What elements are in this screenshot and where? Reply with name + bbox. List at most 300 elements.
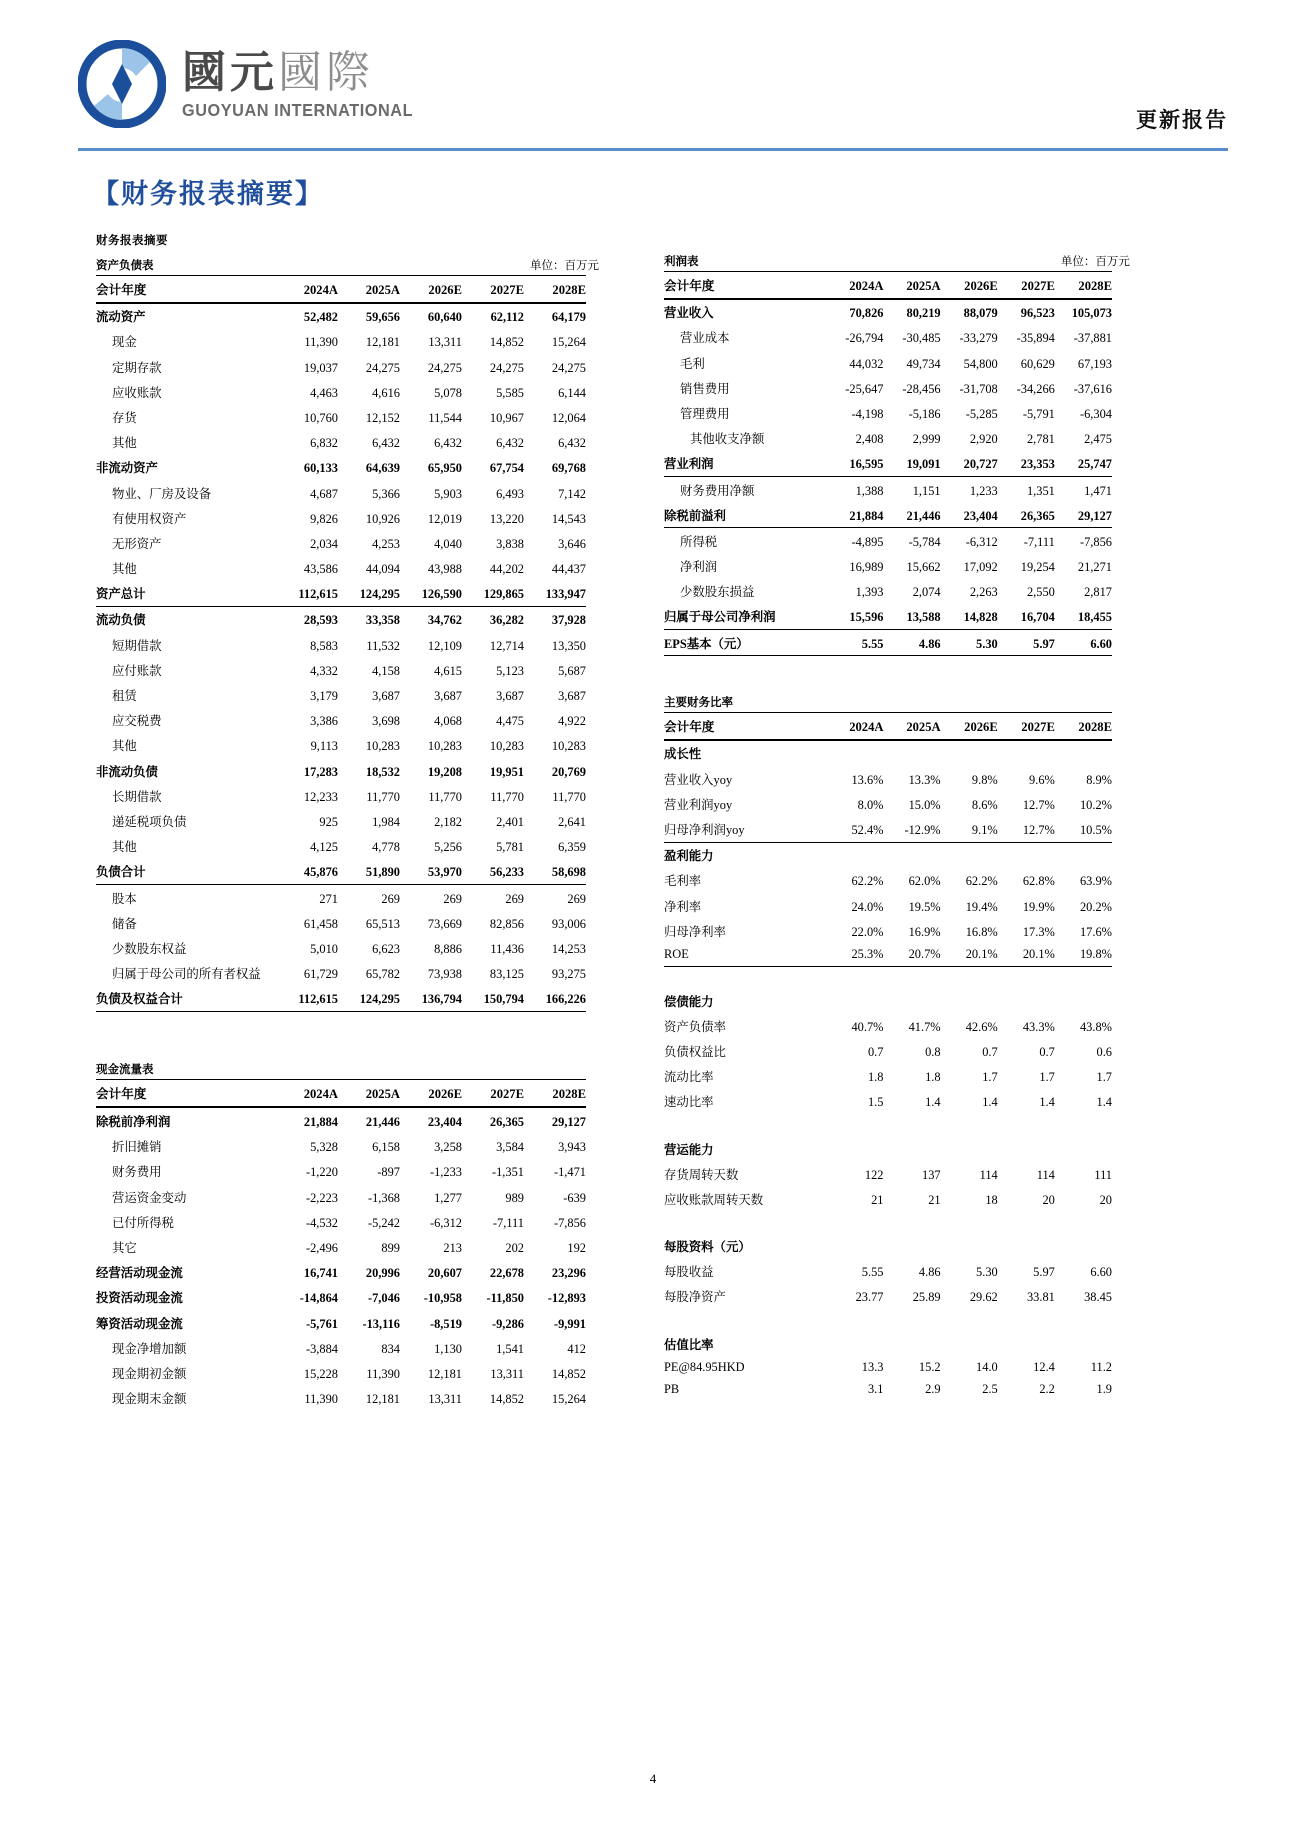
table-row — [664, 943, 1112, 966]
row-value: 80,219 — [906, 306, 941, 321]
row-value: 15,662 — [906, 560, 941, 575]
row-label: 筹资活动现金流 — [96, 1316, 183, 1331]
row-value: -12,893 — [547, 1291, 586, 1306]
row-value: 25.89 — [912, 1290, 941, 1305]
row-value: 41.7% — [908, 1019, 941, 1034]
row-value: 13,311 — [428, 335, 462, 350]
table-row — [664, 502, 1112, 528]
row-label: 净利润 — [680, 560, 718, 575]
balance-sheet-caption: 资产负债表 — [96, 253, 276, 275]
row-value: -28,456 — [902, 381, 941, 396]
row-value: -1,220 — [305, 1165, 338, 1180]
key-ratios-caption: 主要财务比率 — [664, 690, 826, 712]
row-value: 1.7 — [982, 1070, 998, 1085]
row-value: 1,351 — [1026, 483, 1055, 498]
row-value: 5,256 — [434, 840, 462, 855]
row-label: 物业、厂房及设备 — [112, 486, 212, 501]
table-row — [96, 530, 586, 555]
row-value: 271 — [319, 891, 338, 906]
table-row — [96, 632, 586, 657]
row-value: 1.4 — [1096, 1095, 1112, 1110]
row-value: 9,113 — [310, 739, 338, 754]
row-value: 82,856 — [489, 916, 524, 931]
row-value: 111 — [1094, 1167, 1112, 1182]
row-value: -37,616 — [1073, 381, 1112, 396]
row-value: 6,832 — [310, 436, 338, 451]
kr-col-2024a: 2024A — [826, 712, 883, 740]
row-value: 8.9% — [1086, 772, 1112, 787]
row-value: 24,275 — [551, 360, 586, 375]
row-value — [883, 1136, 940, 1161]
row-value: 70,826 — [849, 306, 884, 321]
row-value: -4,895 — [851, 534, 884, 549]
row-value: 1.9 — [1096, 1382, 1112, 1397]
table-row — [96, 404, 586, 429]
row-value: 3,584 — [496, 1140, 524, 1155]
cash-flow-caption-row — [96, 1058, 586, 1080]
row-value: 15,264 — [551, 1392, 586, 1407]
row-value: 13,220 — [489, 511, 524, 526]
table-row — [96, 1260, 586, 1285]
row-value: 10.5% — [1055, 816, 1112, 842]
table-row — [664, 451, 1112, 477]
row-value: 114 — [979, 1167, 998, 1182]
row-value: 13.3% — [908, 772, 941, 787]
left-column — [96, 232, 599, 1411]
table-row — [96, 783, 586, 808]
row-value: -5,784 — [908, 534, 941, 549]
report-type-label: 更新报告 — [1136, 108, 1228, 132]
row-label: 非流动负债 — [96, 764, 158, 779]
row-value: 1.8 — [925, 1070, 941, 1085]
row-value: 14,852 — [489, 1392, 524, 1407]
row-value: 11,390 — [304, 335, 338, 350]
row-value: 6,144 — [558, 385, 586, 400]
is-col-2028e: 2028E — [1055, 271, 1112, 299]
row-value: 44,094 — [365, 562, 400, 577]
row-value: 12,181 — [427, 1366, 462, 1381]
row-value: 114 — [1036, 1167, 1055, 1182]
row-value: 5,078 — [434, 385, 462, 400]
is-col-2025a: 2025A — [883, 271, 940, 299]
row-value: 12,152 — [365, 410, 400, 425]
row-value: 122 — [864, 1167, 884, 1182]
row-value: 18 — [985, 1192, 998, 1207]
row-value: 88,079 — [963, 306, 998, 321]
table-row — [96, 455, 586, 480]
row-value: 6,623 — [372, 941, 400, 956]
row-value — [1055, 842, 1112, 868]
row-value: 12,181 — [365, 335, 400, 350]
income-statement-header-row — [664, 271, 1112, 299]
row-value: 9.6% — [1029, 772, 1055, 787]
row-label: 定期存款 — [112, 360, 162, 375]
row-value — [998, 1331, 1055, 1356]
row-value: 62.2% — [851, 874, 884, 889]
row-label: 递延税项负债 — [112, 814, 187, 829]
row-value: 6.60 — [1055, 630, 1112, 656]
row-label: 营业利润yoy — [664, 797, 733, 812]
row-value: -2,223 — [305, 1190, 338, 1205]
row-label: 已付所得税 — [112, 1215, 174, 1230]
balance-sheet-caption-row — [96, 253, 586, 275]
row-value — [1055, 988, 1112, 1013]
key-ratios-caption-row — [664, 690, 1112, 712]
row-value: 2,781 — [1026, 432, 1055, 447]
row-value: 83,125 — [489, 967, 524, 982]
row-value: 19.5% — [908, 899, 941, 914]
row-value: 33,358 — [365, 613, 400, 628]
row-value: 62,112 — [490, 310, 524, 325]
row-value: 10,283 — [489, 739, 524, 754]
logo-cn-dark: 國元 — [182, 48, 278, 97]
row-value: 3,838 — [496, 536, 524, 551]
row-value: 67,193 — [1077, 356, 1112, 371]
row-value: 2.2 — [1039, 1382, 1055, 1397]
row-value: 11,770 — [552, 789, 586, 804]
row-value: 2,034 — [310, 536, 338, 551]
table-row — [96, 1285, 586, 1310]
row-value — [826, 842, 883, 868]
table-row — [96, 379, 586, 404]
row-label: 流动资产 — [96, 310, 146, 325]
row-value: 20 — [1042, 1192, 1055, 1207]
row-value: 2,550 — [1026, 585, 1055, 600]
table-row — [664, 350, 1112, 375]
row-value: -8,519 — [429, 1316, 462, 1331]
row-value: 0.7 — [982, 1044, 998, 1059]
row-label: 其他 — [112, 840, 137, 855]
row-value: 93,006 — [551, 916, 586, 931]
table-spacer-row — [664, 1309, 1112, 1331]
row-value: 43,988 — [427, 562, 462, 577]
row-value: 6,432 — [434, 436, 462, 451]
logo-text — [182, 48, 431, 121]
table-row — [664, 842, 1112, 868]
row-value: 5.97 — [998, 630, 1055, 656]
row-value: 7,142 — [558, 486, 586, 501]
row-value: 2,074 — [912, 585, 941, 600]
row-label: 毛利 — [680, 356, 705, 371]
row-value: 3,687 — [496, 689, 524, 703]
row-value: 44,437 — [551, 562, 586, 577]
row-value: 64,639 — [365, 461, 400, 476]
row-label: 应收账款 — [112, 385, 162, 400]
row-value: 9,826 — [310, 511, 338, 526]
row-label: 现金期初金额 — [112, 1366, 187, 1381]
row-value — [883, 1234, 940, 1259]
row-label: 营业利润 — [664, 451, 826, 477]
row-value — [1055, 1234, 1112, 1259]
balance-sheet-table — [96, 253, 599, 1012]
row-value: 20 — [1099, 1192, 1112, 1207]
row-value: 11,770 — [428, 789, 462, 804]
row-label: 归属于母公司的所有者权益 — [112, 967, 261, 982]
row-label: 其他收支净额 — [690, 432, 765, 447]
row-value: 52,482 — [303, 310, 338, 325]
row-value: 11,390 — [304, 1392, 338, 1407]
row-value: 13,588 — [883, 604, 940, 630]
cf-col-2028e: 2028E — [524, 1080, 586, 1108]
row-value: 989 — [505, 1190, 524, 1205]
row-value: 12,714 — [489, 638, 524, 653]
table-row — [664, 1161, 1112, 1186]
row-value: 19,951 — [489, 764, 524, 779]
table-row — [96, 480, 586, 505]
row-value: 4.86 — [918, 1265, 941, 1280]
row-value — [1055, 740, 1112, 766]
row-value: 2.9 — [925, 1382, 941, 1397]
row-label: 营运能力 — [664, 1142, 714, 1157]
row-value: 33.81 — [1026, 1290, 1055, 1305]
row-value: 6,158 — [372, 1140, 400, 1155]
row-value — [1055, 1331, 1112, 1356]
row-value: 20,727 — [941, 451, 998, 477]
table-row — [664, 299, 1112, 325]
row-value: 14.0 — [976, 1359, 998, 1374]
table-row — [96, 682, 586, 707]
bs-col-2024a: 2024A — [276, 275, 338, 303]
row-value: -31,708 — [959, 381, 998, 396]
row-value: 10,283 — [551, 739, 586, 754]
right-column — [664, 232, 1130, 1411]
table-row — [664, 325, 1112, 350]
row-value: 4,158 — [372, 663, 400, 678]
row-value: 3,386 — [310, 714, 338, 729]
row-value: 21,884 — [303, 1115, 338, 1130]
row-label: 负债权益比 — [664, 1044, 726, 1059]
row-value: 17,092 — [963, 560, 998, 575]
row-value: 24,275 — [365, 360, 400, 375]
row-value — [941, 1234, 998, 1259]
row-label: 其他 — [112, 739, 137, 754]
row-value: 20.7% — [883, 943, 940, 966]
row-value: 37,928 — [551, 613, 586, 628]
row-value — [998, 1234, 1055, 1259]
row-value: -5,242 — [367, 1215, 400, 1230]
row-value: 4,463 — [310, 385, 338, 400]
row-value: 63.9% — [1079, 874, 1112, 889]
row-label: 营业成本 — [680, 331, 730, 346]
row-value: -1,233 — [429, 1165, 462, 1180]
row-value: 38.45 — [1084, 1290, 1112, 1305]
row-value: 20.1% — [998, 943, 1055, 966]
row-label: 其它 — [112, 1240, 137, 1255]
row-value: 10,283 — [427, 739, 462, 754]
table-row — [96, 303, 586, 329]
key-ratios-header-row — [664, 712, 1112, 740]
row-value: 65,513 — [365, 916, 400, 931]
row-value: 44,202 — [489, 562, 524, 577]
table-row — [664, 400, 1112, 425]
row-value: -7,111 — [1023, 534, 1055, 549]
table-row — [96, 555, 586, 580]
row-value: 43.8% — [1079, 1019, 1112, 1034]
row-value: 5,010 — [310, 941, 338, 956]
row-value: 6,432 — [372, 436, 400, 451]
row-value: 6,432 — [496, 436, 524, 451]
row-value: 11,770 — [490, 789, 524, 804]
row-value: 1,541 — [496, 1341, 524, 1356]
row-value: 18,532 — [365, 764, 400, 779]
logo-english-name: GUOYUAN INTERNATIONAL — [182, 100, 414, 120]
row-value: 21 — [871, 1192, 884, 1207]
row-value: -7,856 — [553, 1215, 586, 1230]
row-value: 4,040 — [434, 536, 462, 551]
row-value: 2,920 — [969, 432, 998, 447]
row-label: 归母净利率 — [664, 924, 726, 939]
cf-col-2027e: 2027E — [462, 1080, 524, 1108]
row-value: 0.7 — [867, 1044, 884, 1059]
table-row — [96, 758, 586, 783]
is-col-2026e: 2026E — [941, 271, 998, 299]
row-value: 52.4% — [826, 816, 883, 842]
row-value: 21,446 — [365, 1115, 400, 1130]
row-value: -12.9% — [883, 816, 940, 842]
row-label: 营业收入 — [664, 306, 714, 321]
row-label: 销售费用 — [680, 381, 730, 396]
row-value: 54,800 — [963, 356, 998, 371]
row-label: 股本 — [112, 891, 137, 906]
row-value: -11,850 — [486, 1291, 524, 1306]
table-row — [664, 1234, 1112, 1259]
row-value: 93,275 — [551, 967, 586, 982]
row-value: 192 — [567, 1240, 586, 1255]
row-value: -6,304 — [1079, 406, 1112, 421]
row-label: 归属于母公司净利润 — [664, 604, 826, 630]
row-value: 136,794 — [400, 986, 462, 1012]
row-value: 24,275 — [427, 360, 462, 375]
row-value: 19.9% — [1022, 899, 1055, 914]
row-value: 2,182 — [434, 814, 462, 829]
row-value — [941, 988, 998, 1013]
table-row — [96, 1107, 586, 1133]
row-value: -34,266 — [1016, 381, 1055, 396]
row-value: 5,123 — [496, 663, 524, 678]
row-value: 11.2 — [1090, 1359, 1112, 1374]
row-value: 13.3 — [861, 1359, 884, 1374]
row-label: 无形资产 — [112, 536, 162, 551]
row-value: 1.8 — [867, 1070, 884, 1085]
row-value: -4,532 — [305, 1215, 338, 1230]
table-row — [664, 1013, 1112, 1038]
row-value: 8.6% — [971, 797, 998, 812]
row-value: 3,258 — [434, 1140, 462, 1155]
table-row — [96, 657, 586, 682]
row-value: 3,698 — [372, 714, 400, 729]
row-value: 23,296 — [551, 1266, 586, 1281]
table-row — [664, 1356, 1112, 1378]
row-label: 应付账款 — [112, 663, 162, 678]
row-value: 1.7 — [1039, 1070, 1055, 1085]
row-value: 53,970 — [400, 859, 462, 885]
row-value: 6.60 — [1090, 1265, 1112, 1280]
key-ratios-table — [664, 690, 1112, 1400]
row-value: 4,253 — [372, 536, 400, 551]
table-row — [664, 604, 1112, 630]
bs-col-2025a: 2025A — [338, 275, 400, 303]
row-value: 14,852 — [489, 335, 524, 350]
row-value: 412 — [567, 1341, 586, 1356]
row-value: 17.3% — [1022, 924, 1055, 939]
row-label: 少数股东权益 — [112, 941, 187, 956]
table-row — [664, 816, 1112, 842]
table-row — [96, 808, 586, 833]
row-value: 4,125 — [310, 840, 338, 855]
table-row — [664, 1259, 1112, 1284]
table-row — [96, 986, 586, 1012]
row-value — [941, 1136, 998, 1161]
row-value: 3.1 — [867, 1382, 884, 1397]
row-value: 44,032 — [849, 356, 884, 371]
row-label: 非流动资产 — [96, 461, 158, 476]
kr-col-2028e: 2028E — [1055, 712, 1112, 740]
row-value: 2,999 — [912, 432, 941, 447]
row-value: 23,404 — [941, 502, 998, 528]
row-value: 20.1% — [941, 943, 998, 966]
table-row — [664, 893, 1112, 918]
row-value: 42.6% — [965, 1019, 998, 1034]
kr-col-2025a: 2025A — [883, 712, 940, 740]
row-value: 61,729 — [303, 967, 338, 982]
row-value: 12.7% — [998, 816, 1055, 842]
row-value: 10.2% — [1079, 797, 1112, 812]
row-value: 112,615 — [276, 581, 338, 607]
row-value — [998, 740, 1055, 766]
balance-sheet-body — [96, 303, 586, 1012]
row-value: -7,111 — [492, 1215, 524, 1230]
row-value: 62.0% — [908, 874, 941, 889]
table-row — [664, 1064, 1112, 1089]
row-value: 129,865 — [462, 581, 524, 607]
row-value: 2.5 — [982, 1382, 998, 1397]
row-value: -14,864 — [299, 1291, 338, 1306]
row-label: 投资活动现金流 — [96, 1291, 183, 1306]
row-value: 20,607 — [427, 1266, 462, 1281]
table-row — [96, 1335, 586, 1360]
row-value: -10,958 — [423, 1291, 462, 1306]
balance-sheet-header-row — [96, 275, 586, 303]
row-value: -6,312 — [429, 1215, 462, 1230]
row-value: 5.55 — [861, 1265, 884, 1280]
kr-year-label: 会计年度 — [664, 712, 826, 740]
row-value: 2,401 — [496, 814, 524, 829]
row-value: 60,133 — [303, 461, 338, 476]
row-value: 3,687 — [372, 689, 400, 703]
financial-summary-caption: 财务报表摘要 — [96, 235, 168, 247]
table-row — [664, 1331, 1112, 1356]
row-value: 1.4 — [925, 1095, 941, 1110]
table-row — [96, 960, 586, 985]
row-label: 盈利能力 — [664, 849, 714, 864]
content-area — [96, 232, 1212, 1411]
row-value: -6,312 — [965, 534, 998, 549]
row-value: 16,741 — [303, 1266, 338, 1281]
cash-flow-header-row — [96, 1080, 586, 1108]
table-row — [664, 766, 1112, 791]
cf-col-2024a: 2024A — [276, 1080, 338, 1108]
row-label: 所得税 — [680, 534, 718, 549]
row-value: 150,794 — [462, 986, 524, 1012]
row-value: 5.30 — [976, 1265, 998, 1280]
table-row — [96, 354, 586, 379]
row-label: 速动比率 — [664, 1095, 714, 1110]
row-value: 202 — [505, 1240, 524, 1255]
row-value — [826, 740, 883, 766]
logo-mark-icon — [78, 40, 166, 128]
row-label: 财务费用净额 — [680, 483, 755, 498]
income-statement-caption: 利润表 — [664, 249, 826, 271]
